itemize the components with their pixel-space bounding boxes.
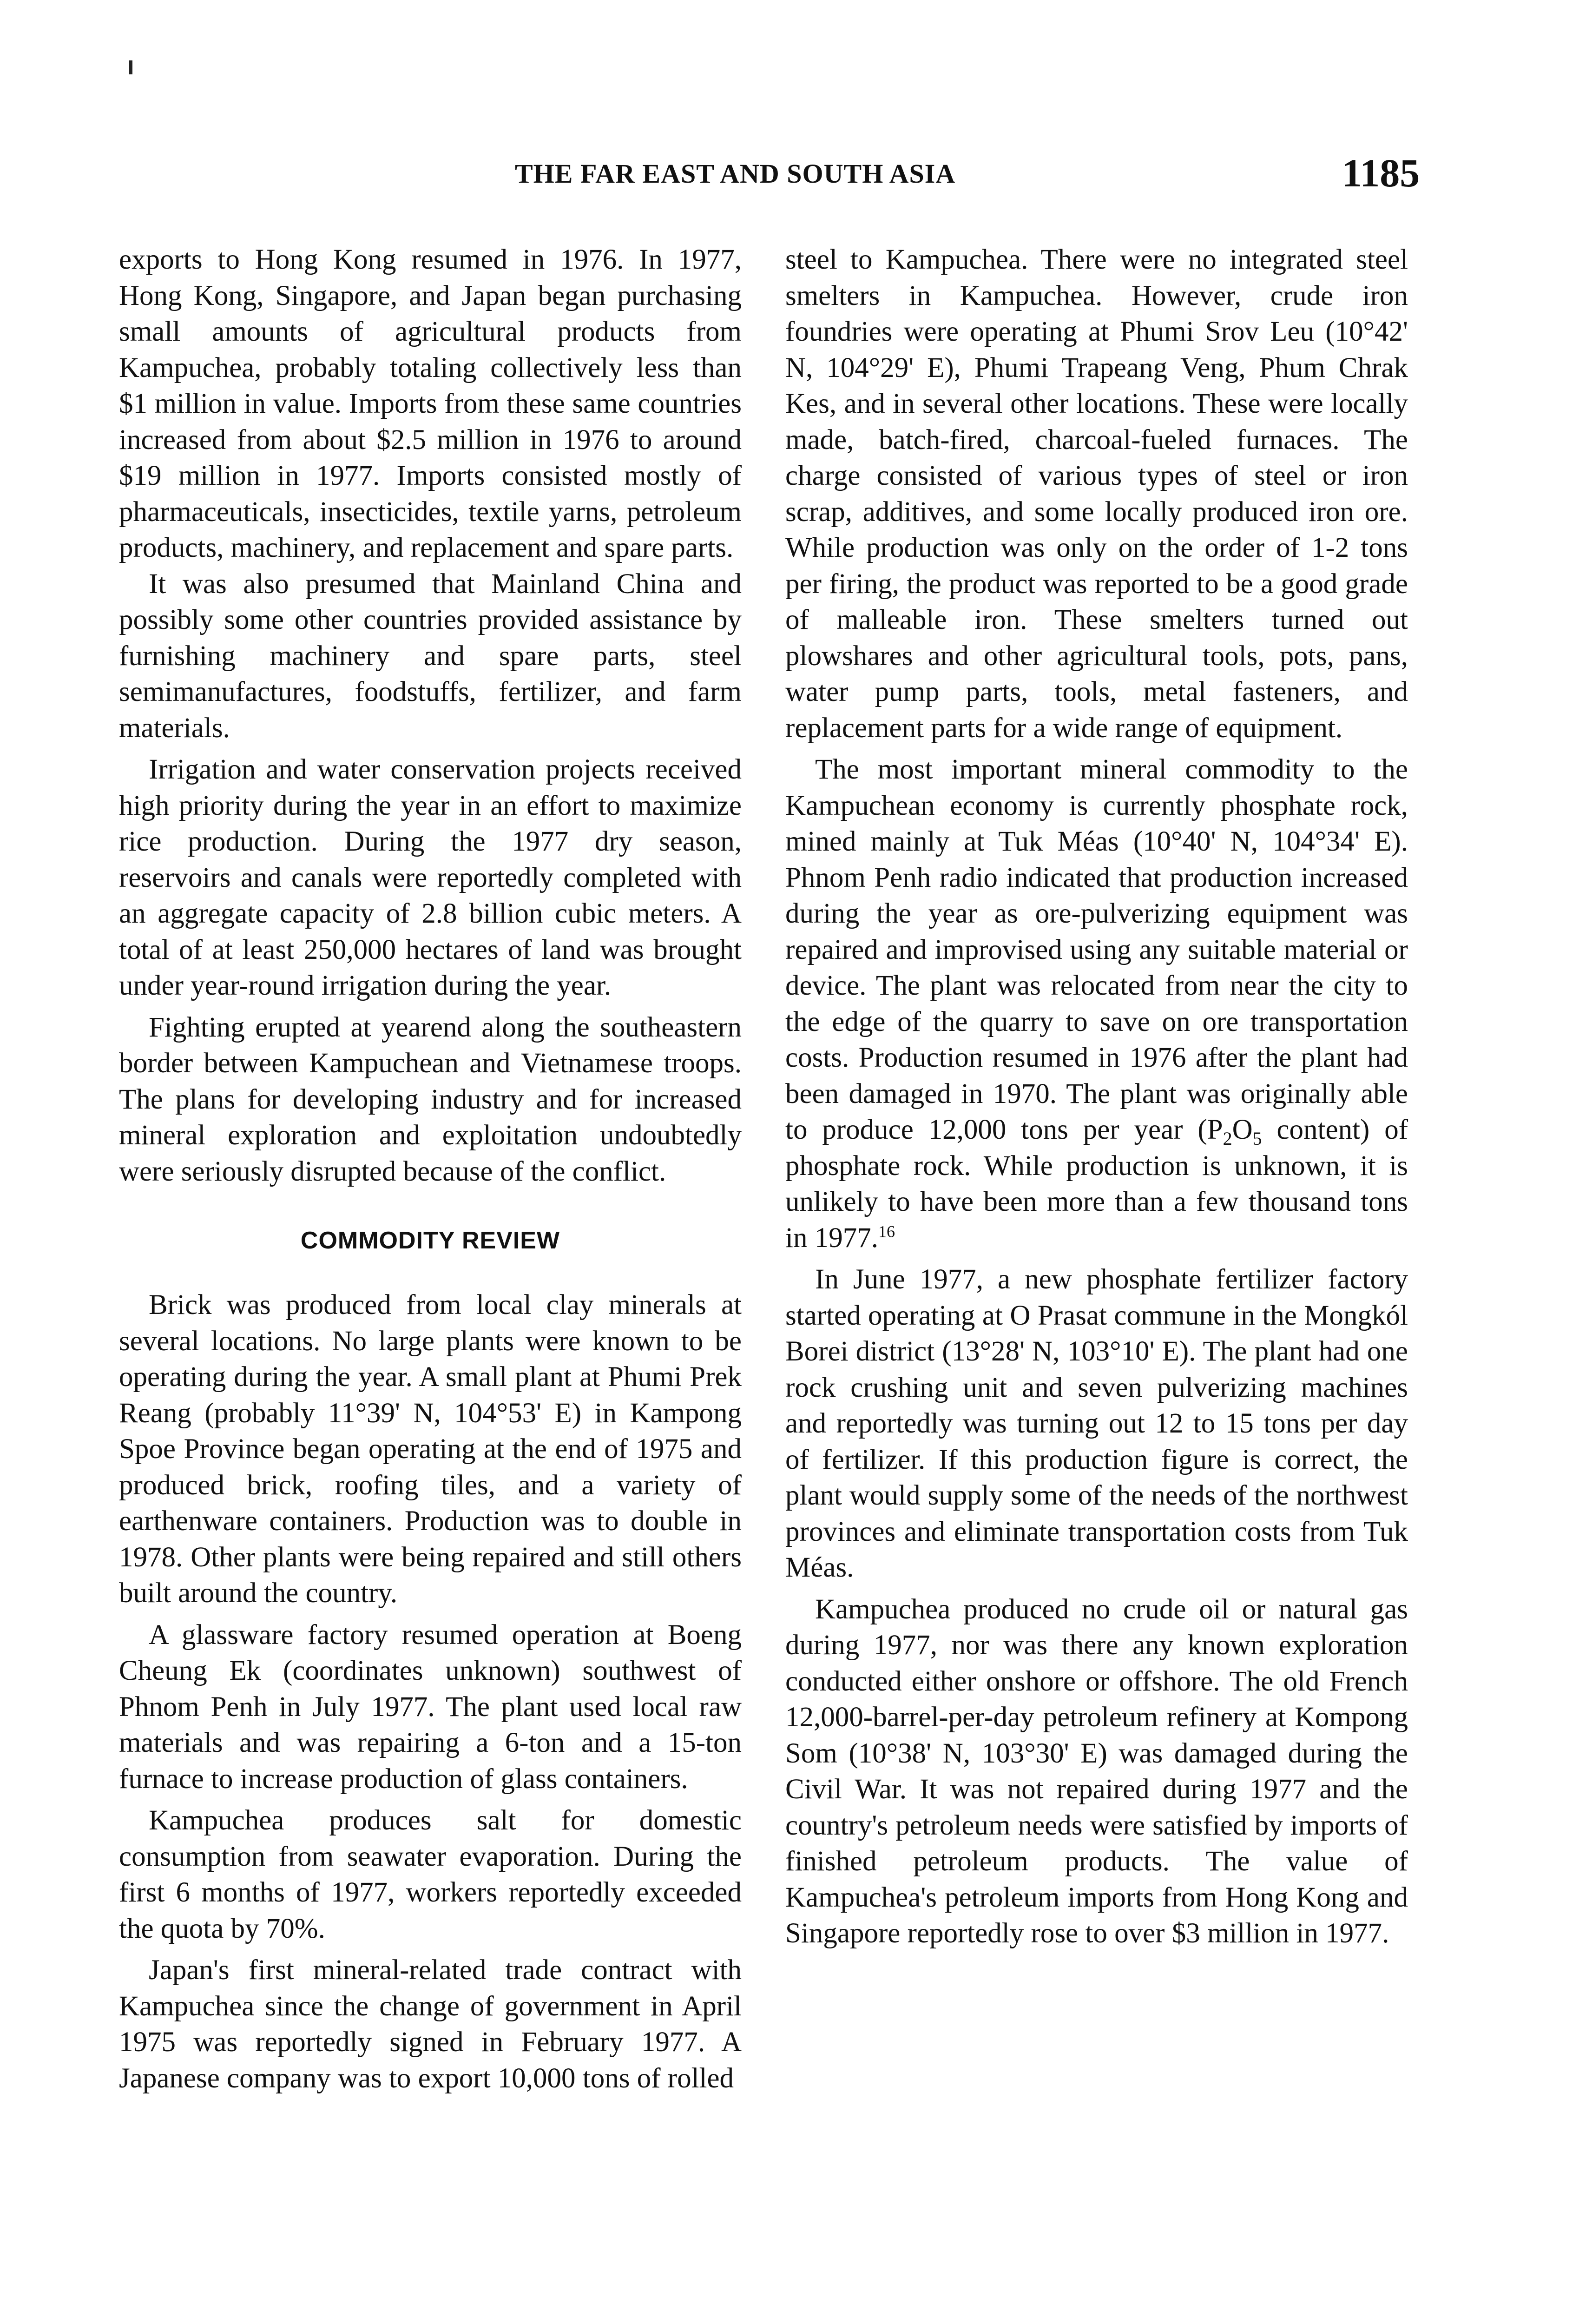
phosphate-text-b: content) of phosphate rock. While production is unknown, it is unlikely to have been more than a few thousand tons in 1977.: [785, 1114, 1408, 1254]
stray-scan-mark: [129, 60, 132, 74]
paragraph-fertilizer-factory: In June 1977, a new phosphate fertilizer factory started operating at O Prasat commune in the Mongkól Borei district (13°28' N, 103°10' E). The plant had one rock crushing unit and seven pulverizing machines and reportedly was turning out 12 to 15 tons per day of fertilizer. If this production figure is correct, the plant would supply some of the needs of the northwest provinces and eliminate transportation costs from Tuk Méas.: [785, 1264, 1408, 1583]
right-column: [785, 242, 1408, 1952]
paragraph-exports: exports to Hong Kong resumed in 1976. In 1977, Hong Kong, Singapore, and Japan began purchasing small amounts of agricultural products from Kampuchea, probably totaling collectively less than $1 million in value. Imports from these same countries increased from about $2.5 million in 1976 to around $19 million in 1977. Imports consisted mostly of pharmaceuticals, insecticides, textile yarns, petroleum products, machinery, and replacement and spare parts.: [119, 244, 742, 563]
paragraph-steel: steel to Kampuchea. There were no integrated steel smelters in Kampuchea. However, crude iron foundries were operating at Phumi Srov Leu (10°42' N, 104°29' E), Phumi Trapeang Veng, Phum Chrak Kes, and in several other locations. These were locally made, batch-fired, charcoal-fueled furnaces. The charge consisted of various types of steel or iron scrap, additives, and some locally produced iron ore. While production was only on the order of 1-2 tons per firing, the product was reported to be a good grade of malleable iron. These smelters turned out plowshares and other agricultural tools, pots, pans, water pump parts, tools, metal fasteners, and replacement parts for a wide range of equipment.: [785, 244, 1408, 744]
paragraph-japan-contract: Japan's first mineral-related trade contract with Kampuchea since the change of government in April 1975 was reportedly signed in February 1977. A Japanese company was to export 10,000 tons of rolled: [119, 1954, 742, 2094]
page-number: 1185: [1342, 151, 1420, 195]
paragraph-petroleum: Kampuchea produced no crude oil or natural gas during 1977, nor was there any known exploration conducted either onshore or offshore. The old French 12,000-barrel-per-day petroleum refinery at Kompong Som (10°38' N, 103°30' E) was damaged during the Civil War. It was not repaired during 1977 and the country's petroleum needs were satisfied by imports of finished petroleum products. The value of Kampuchea's petroleum imports from Hong Kong and Singapore reportedly rose to over $3 million in 1977.: [785, 1593, 1408, 1949]
paragraph-phosphate-rock: [785, 752, 1408, 1256]
running-title: THE FAR EAST AND SOUTH ASIA: [515, 158, 956, 189]
paragraph-salt: Kampuchea produces salt for domestic consumption from seawater evaporation. During the first 6 months of 1977, workers reportedly exceeded the quota by 70%.: [119, 1805, 742, 1944]
section-heading: COMMODITY REVIEW: [300, 1227, 560, 1254]
paragraph-irrigation: Irrigation and water conservation projects received high priority during the year in an effort to maximize rice production. During the 1977 dry season, reservoirs and canals were reportedly completed with an aggregate capacity of 2.8 billion cubic meters. A total of at least 250,000 hectares of land was brought under year-round irrigation during the year.: [119, 754, 742, 1001]
page-header: [0, 150, 1579, 196]
paragraph-brick: Brick was produced from local clay minerals at several locations. No large plants were known to be operating during the year. A small plant at Phumi Prek Reang (probably 11°39' N, 104°53' E) in Kampong Spoe Province began operating at the end of 1975 and produced brick, roofing tiles, and a variety of earthenware containers. Production was to double in 1978. Other plants were being repaired and still others built around the country.: [119, 1289, 742, 1609]
formula-subscript-5: 5: [1252, 1128, 1262, 1149]
paragraph-fighting: Fighting erupted at yearend along the southeastern border between Kampuchean and Vietnamese troops. The plans for developing industry and for increased mineral exploration and exploitation undoubtedly were seriously disrupted because of the conflict.: [119, 1011, 742, 1187]
footnote-reference: 16: [878, 1222, 895, 1241]
paragraph-glassware: A glassware factory resumed operation at Boeng Cheung Ek (coordinates unknown) southwest of Phnom Penh in July 1977. The plant used local raw materials and was repairing a 6-ton and a 15-ton furnace to increase production of glass containers.: [119, 1619, 742, 1795]
phosphate-text-a: The most important mineral commodity to the Kampuchean economy is currently phosphate rock, mined mainly at Tuk Méas (10°40' N, 104°34' E). Phnom Penh radio indicated that production increased during the year as ore-pulverizing equipment was repaired and improvised using any suitable material or device. The plant was relocated from near the city to the edge of the quarry to save on ore transportation costs. Production resumed in 1976 after the plant had been damaged in 1970. The plant was originally able to produce 12,000 tons per year (P: [785, 754, 1408, 1145]
paragraph-mainland-china: It was also presumed that Mainland China and possibly some other countries provided assistance by furnishing machinery and spare parts, steel semimanufactures, foodstuffs, fertilizer, and farm materials.: [119, 568, 742, 744]
formula-oxygen: O: [1232, 1114, 1253, 1145]
left-column: [119, 242, 742, 2096]
formula-subscript-2: 2: [1223, 1128, 1232, 1149]
